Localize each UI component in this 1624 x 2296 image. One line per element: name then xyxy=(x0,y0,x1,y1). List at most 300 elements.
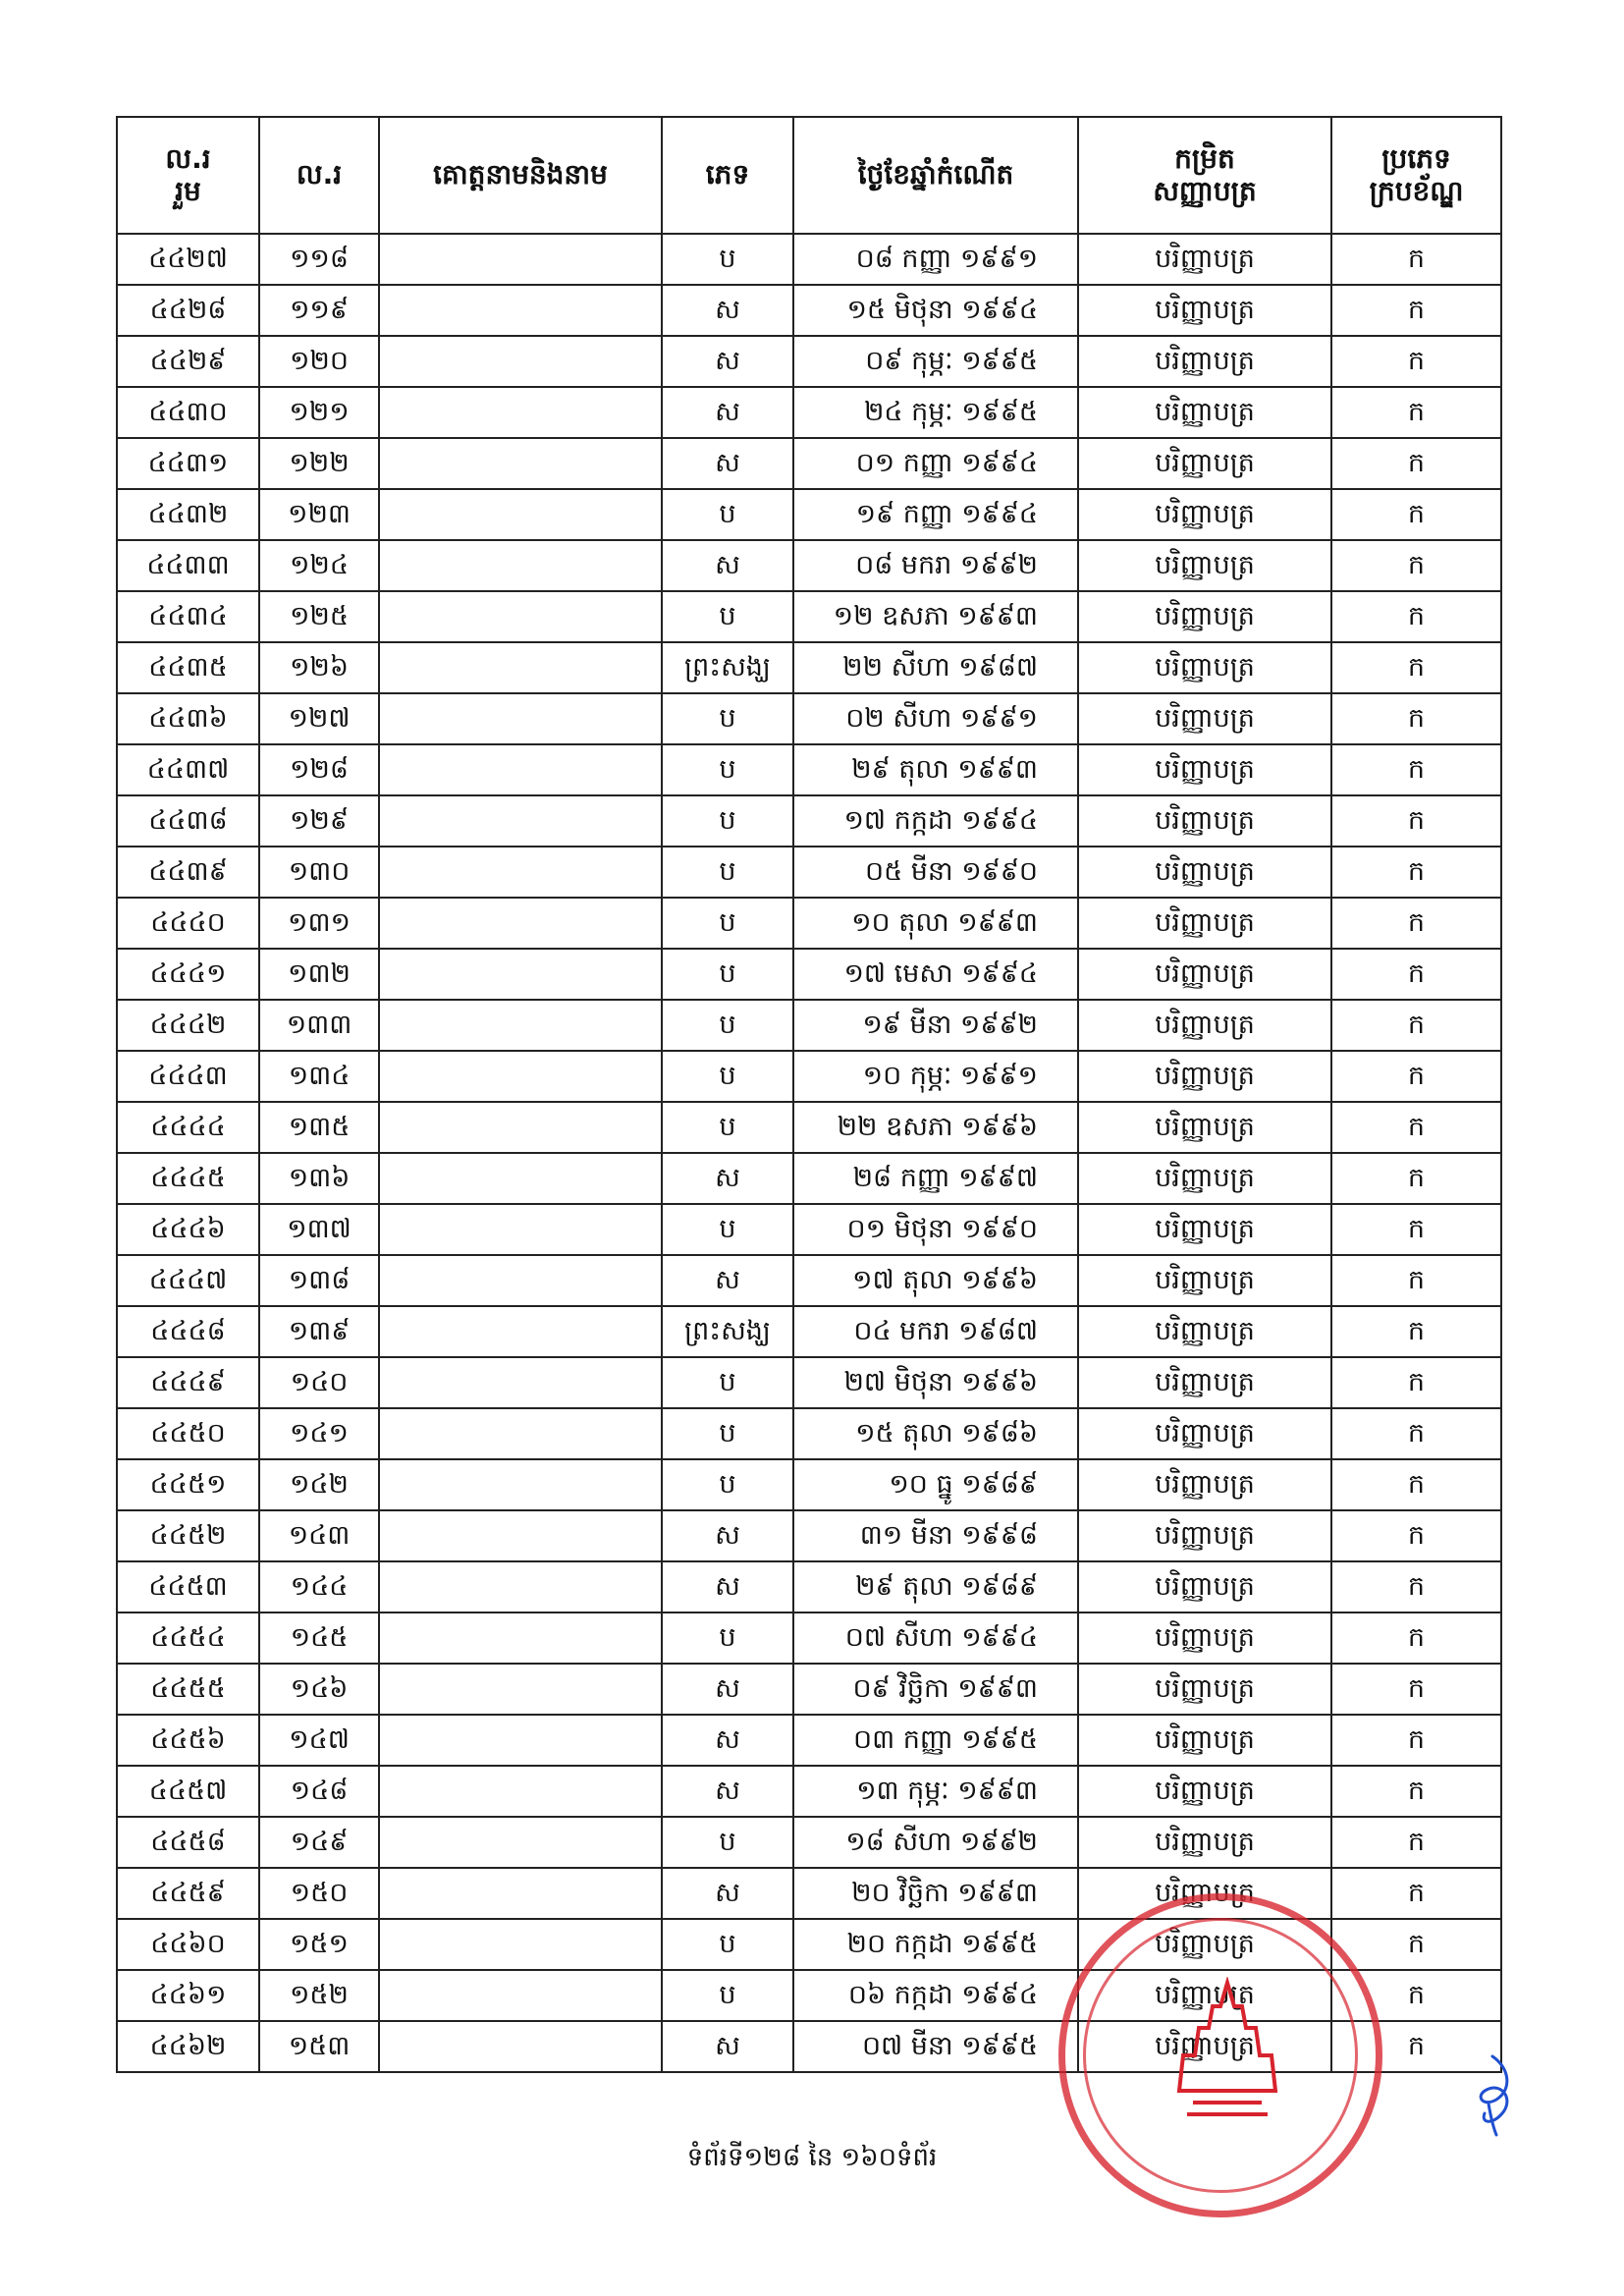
cell-no: ១២២ xyxy=(259,438,379,489)
table-row xyxy=(117,1664,1501,1715)
cell-degree: បរិញ្ញាបត្រ xyxy=(1078,1000,1331,1051)
cell-dob: ១៩ មីនា ១៩៩២ xyxy=(793,1000,1078,1051)
cell-name xyxy=(379,744,662,795)
header-dob: ថ្ងៃខែឆ្នាំកំណើត xyxy=(793,117,1078,234)
cell-no: ១៣១ xyxy=(259,898,379,949)
table-row xyxy=(117,1919,1501,1970)
cell-dob: ១៥ តុលា ១៩៨៦ xyxy=(793,1408,1078,1459)
cell-degree: បរិញ្ញាបត្រ xyxy=(1078,949,1331,1000)
cell-rank: ៤៤៣៦ xyxy=(117,693,259,744)
cell-sex: ប xyxy=(662,1459,793,1510)
cell-name xyxy=(379,1306,662,1357)
cell-name xyxy=(379,1715,662,1766)
cell-no: ១៥០ xyxy=(259,1868,379,1919)
cell-no: ១២១ xyxy=(259,387,379,438)
table-row xyxy=(117,898,1501,949)
cell-sex: ប xyxy=(662,1408,793,1459)
cell-no: ១៣៣ xyxy=(259,1000,379,1051)
cell-type: ក xyxy=(1331,898,1501,949)
cell-name xyxy=(379,591,662,642)
table-row xyxy=(117,336,1501,387)
table-row xyxy=(117,387,1501,438)
cell-rank: ៤៤៦១ xyxy=(117,1970,259,2021)
cell-sex: ប xyxy=(662,898,793,949)
cell-degree: បរិញ្ញាបត្រ xyxy=(1078,1715,1331,1766)
cell-rank: ៤៤៥១ xyxy=(117,1459,259,1510)
cell-dob: ៣១ មីនា ១៩៩៨ xyxy=(793,1510,1078,1561)
cell-name xyxy=(379,1561,662,1613)
cell-dob: ០៣ កញ្ញា ១៩៩៥ xyxy=(793,1715,1078,1766)
header-type-line2: ក្របខ័ណ្ឌ xyxy=(1369,174,1464,207)
cell-no: ១៤៤ xyxy=(259,1561,379,1613)
cell-rank: ៤៤៣៥ xyxy=(117,642,259,693)
cell-degree: បរិញ្ញាបត្រ xyxy=(1078,540,1331,591)
table-row xyxy=(117,285,1501,336)
cell-name xyxy=(379,1204,662,1255)
cell-dob: ០១ កញ្ញា ១៩៩៤ xyxy=(793,438,1078,489)
cell-dob: ២៩ តុលា ១៩៩៣ xyxy=(793,744,1078,795)
header-type-line1: ប្រភេទ xyxy=(1381,142,1451,176)
cell-dob: ២៤ កុម្ភៈ ១៩៩៥ xyxy=(793,387,1078,438)
cell-rank: ៤៤៥៧ xyxy=(117,1766,259,1817)
cell-degree: បរិញ្ញាបត្រ xyxy=(1078,1766,1331,1817)
cell-name xyxy=(379,949,662,1000)
cell-rank: ៤៤៤៩ xyxy=(117,1357,259,1408)
cell-type: ក xyxy=(1331,1000,1501,1051)
cell-rank: ៤៤៥៣ xyxy=(117,1561,259,1613)
cell-type: ក xyxy=(1331,1255,1501,1306)
cell-no: ១១៨ xyxy=(259,234,379,285)
cell-name xyxy=(379,1000,662,1051)
cell-sex: ប xyxy=(662,1204,793,1255)
cell-dob: ១០ ធ្នូ ១៩៨៩ xyxy=(793,1459,1078,1510)
cell-name xyxy=(379,1102,662,1153)
cell-type: ក xyxy=(1331,1051,1501,1102)
cell-dob: ១៧ កក្កដា ១៩៩៤ xyxy=(793,795,1078,847)
cell-degree: បរិញ្ញាបត្រ xyxy=(1078,1919,1331,1970)
cell-sex: ប xyxy=(662,693,793,744)
cell-type: ក xyxy=(1331,438,1501,489)
page-number: ទំព័រទី១២៨ នៃ ១៦០ទំព័រ xyxy=(686,2143,938,2172)
cell-rank: ៤៤៥០ xyxy=(117,1408,259,1459)
cell-dob: ០៨ មករា ១៩៩២ xyxy=(793,540,1078,591)
cell-type: ក xyxy=(1331,1459,1501,1510)
cell-rank: ៤៤២៧ xyxy=(117,234,259,285)
cell-type: ក xyxy=(1331,591,1501,642)
cell-sex: ប xyxy=(662,1613,793,1664)
cell-rank: ៤៤៦០ xyxy=(117,1919,259,1970)
table-row xyxy=(117,438,1501,489)
cell-no: ១១៩ xyxy=(259,285,379,336)
cell-type: ក xyxy=(1331,234,1501,285)
cell-rank: ៤៤៤១ xyxy=(117,949,259,1000)
cell-sex: ស xyxy=(662,1153,793,1204)
cell-sex: ស xyxy=(662,1510,793,1561)
cell-sex: ប xyxy=(662,1970,793,2021)
cell-sex: ស xyxy=(662,1715,793,1766)
cell-type: ក xyxy=(1331,1102,1501,1153)
cell-dob: ១៧ មេសា ១៩៩៤ xyxy=(793,949,1078,1000)
cell-no: ១២៧ xyxy=(259,693,379,744)
cell-type: ក xyxy=(1331,1766,1501,1817)
cell-degree: បរិញ្ញាបត្រ xyxy=(1078,1970,1331,2021)
cell-degree: បរិញ្ញាបត្រ xyxy=(1078,847,1331,898)
cell-sex: ស xyxy=(662,285,793,336)
cell-name xyxy=(379,1459,662,1510)
cell-name xyxy=(379,1051,662,1102)
cell-type: ក xyxy=(1331,744,1501,795)
cell-sex: ស xyxy=(662,1561,793,1613)
table-row xyxy=(117,1204,1501,1255)
cell-no: ១៤៩ xyxy=(259,1817,379,1868)
name-list-table xyxy=(116,116,1502,2073)
cell-name xyxy=(379,1868,662,1919)
cell-name xyxy=(379,540,662,591)
table-row xyxy=(117,1153,1501,1204)
cell-sex: ប xyxy=(662,1357,793,1408)
cell-rank: ៤៤៤២ xyxy=(117,1000,259,1051)
cell-degree: បរិញ្ញាបត្រ xyxy=(1078,795,1331,847)
cell-no: ១៤៥ xyxy=(259,1613,379,1664)
cell-no: ១៣៨ xyxy=(259,1255,379,1306)
cell-sex: ប xyxy=(662,744,793,795)
cell-degree: បរិញ្ញាបត្រ xyxy=(1078,1102,1331,1153)
cell-rank: ៤៤៤៨ xyxy=(117,1306,259,1357)
cell-type: ក xyxy=(1331,1153,1501,1204)
cell-degree: បរិញ្ញាបត្រ xyxy=(1078,1255,1331,1306)
cell-dob: ២២ សីហា ១៩៨៧ xyxy=(793,642,1078,693)
cell-rank: ៤៤៥៨ xyxy=(117,1817,259,1868)
cell-no: ១២៣ xyxy=(259,489,379,540)
cell-name xyxy=(379,1408,662,1459)
cell-degree: បរិញ្ញាបត្រ xyxy=(1078,1306,1331,1357)
table-row xyxy=(117,1510,1501,1561)
cell-rank: ៤៤៥៦ xyxy=(117,1715,259,1766)
header-rank-line1: ល.រ xyxy=(165,142,211,176)
cell-degree: បរិញ្ញាបត្រ xyxy=(1078,1664,1331,1715)
cell-name xyxy=(379,336,662,387)
cell-dob: ០៧ សីហា ១៩៩៤ xyxy=(793,1613,1078,1664)
cell-degree: បរិញ្ញាបត្រ xyxy=(1078,438,1331,489)
table-row xyxy=(117,2021,1501,2072)
cell-sex: ព្រះសង្ឃ xyxy=(662,1306,793,1357)
cell-sex: ស xyxy=(662,1868,793,1919)
table-row xyxy=(117,591,1501,642)
cell-dob: ២៩ តុលា ១៩៨៩ xyxy=(793,1561,1078,1613)
table-row xyxy=(117,489,1501,540)
cell-rank: ៤៤៤៣ xyxy=(117,1051,259,1102)
cell-dob: ១៧ តុលា ១៩៩៦ xyxy=(793,1255,1078,1306)
cell-no: ១៤២ xyxy=(259,1459,379,1510)
cell-sex: ប xyxy=(662,1919,793,1970)
table-row xyxy=(117,1868,1501,1919)
cell-rank: ៤៤៥៥ xyxy=(117,1664,259,1715)
cell-degree: បរិញ្ញាបត្រ xyxy=(1078,1817,1331,1868)
cell-dob: ១៩ កញ្ញា ១៩៩៤ xyxy=(793,489,1078,540)
cell-degree: បរិញ្ញាបត្រ xyxy=(1078,1510,1331,1561)
cell-name xyxy=(379,1613,662,1664)
cell-rank: ៤៤៣២ xyxy=(117,489,259,540)
cell-degree: បរិញ្ញាបត្រ xyxy=(1078,693,1331,744)
cell-sex: ស xyxy=(662,1766,793,1817)
cell-degree: បរិញ្ញាបត្រ xyxy=(1078,591,1331,642)
table-row xyxy=(117,1051,1501,1102)
cell-degree: បរិញ្ញាបត្រ xyxy=(1078,1357,1331,1408)
cell-no: ១២៦ xyxy=(259,642,379,693)
cell-degree: បរិញ្ញាបត្រ xyxy=(1078,744,1331,795)
cell-sex: ប xyxy=(662,1102,793,1153)
cell-rank: ៤៤៥៩ xyxy=(117,1868,259,1919)
table-row xyxy=(117,847,1501,898)
cell-sex: ប xyxy=(662,949,793,1000)
cell-name xyxy=(379,1153,662,1204)
cell-no: ១៥២ xyxy=(259,1970,379,2021)
table-body xyxy=(117,234,1501,2072)
cell-rank: ៤៤៤៧ xyxy=(117,1255,259,1306)
cell-dob: ០២ សីហា ១៩៩១ xyxy=(793,693,1078,744)
cell-no: ១៣៦ xyxy=(259,1153,379,1204)
cell-rank: ៤៤៤៦ xyxy=(117,1204,259,1255)
cell-rank: ៤៤៣៣ xyxy=(117,540,259,591)
cell-sex: ស xyxy=(662,387,793,438)
cell-name xyxy=(379,1919,662,1970)
cell-type: ក xyxy=(1331,795,1501,847)
cell-rank: ៤៤៤០ xyxy=(117,898,259,949)
cell-degree: បរិញ្ញាបត្រ xyxy=(1078,1051,1331,1102)
cell-degree: បរិញ្ញាបត្រ xyxy=(1078,234,1331,285)
cell-sex: ស xyxy=(662,1255,793,1306)
cell-name xyxy=(379,1357,662,1408)
cell-type: ក xyxy=(1331,540,1501,591)
cell-dob: ១៨ សីហា ១៩៩២ xyxy=(793,1817,1078,1868)
header-degree xyxy=(1078,117,1331,234)
cell-type: ក xyxy=(1331,1868,1501,1919)
cell-name xyxy=(379,693,662,744)
cell-name xyxy=(379,795,662,847)
cell-dob: ១០ តុលា ១៩៩៣ xyxy=(793,898,1078,949)
cell-type: ក xyxy=(1331,387,1501,438)
table-row xyxy=(117,1255,1501,1306)
cell-degree: បរិញ្ញាបត្រ xyxy=(1078,1204,1331,1255)
table-header-row xyxy=(117,117,1501,234)
cell-no: ១២០ xyxy=(259,336,379,387)
table-row xyxy=(117,1102,1501,1153)
cell-sex: ស xyxy=(662,2021,793,2072)
cell-dob: ០៥ មីនា ១៩៩០ xyxy=(793,847,1078,898)
cell-rank: ៤៤៤៤ xyxy=(117,1102,259,1153)
cell-name xyxy=(379,847,662,898)
cell-type: ក xyxy=(1331,1561,1501,1613)
cell-name xyxy=(379,387,662,438)
cell-degree: បរិញ្ញាបត្រ xyxy=(1078,898,1331,949)
cell-no: ១៣៤ xyxy=(259,1051,379,1102)
table-row xyxy=(117,1459,1501,1510)
cell-type: ក xyxy=(1331,642,1501,693)
cell-rank: ៤៤៥៤ xyxy=(117,1613,259,1664)
cell-type: ក xyxy=(1331,1204,1501,1255)
cell-name xyxy=(379,642,662,693)
cell-rank: ៤៤៥២ xyxy=(117,1510,259,1561)
cell-no: ១២៤ xyxy=(259,540,379,591)
table-row xyxy=(117,693,1501,744)
cell-type: ក xyxy=(1331,693,1501,744)
header-rank xyxy=(117,117,259,234)
cell-rank: ៤៤៣៤ xyxy=(117,591,259,642)
cell-name xyxy=(379,1970,662,2021)
cell-no: ១២៩ xyxy=(259,795,379,847)
cell-degree: បរិញ្ញាបត្រ xyxy=(1078,1153,1331,1204)
table-row xyxy=(117,795,1501,847)
cell-no: ១៤៦ xyxy=(259,1664,379,1715)
table-row xyxy=(117,234,1501,285)
cell-name xyxy=(379,489,662,540)
cell-type: ក xyxy=(1331,1357,1501,1408)
cell-no: ១៣០ xyxy=(259,847,379,898)
header-sex: ភេទ xyxy=(662,117,793,234)
cell-dob: ២២ ឧសភា ១៩៩៦ xyxy=(793,1102,1078,1153)
cell-rank: ៤៤៣៩ xyxy=(117,847,259,898)
cell-dob: ២៧ មិថុនា ១៩៩៦ xyxy=(793,1357,1078,1408)
cell-name xyxy=(379,898,662,949)
cell-degree: បរិញ្ញាបត្រ xyxy=(1078,489,1331,540)
cell-type: ក xyxy=(1331,1970,1501,2021)
cell-type: ក xyxy=(1331,1613,1501,1664)
cell-type: ក xyxy=(1331,489,1501,540)
table-row xyxy=(117,1000,1501,1051)
table-row xyxy=(117,1766,1501,1817)
cell-type: ក xyxy=(1331,1715,1501,1766)
cell-no: ១៤១ xyxy=(259,1408,379,1459)
header-name: គោត្តនាមនិងនាម xyxy=(379,117,662,234)
cell-name xyxy=(379,1664,662,1715)
cell-degree: បរិញ្ញាបត្រ xyxy=(1078,1561,1331,1613)
cell-type: ក xyxy=(1331,1919,1501,1970)
table-row xyxy=(117,949,1501,1000)
cell-name xyxy=(379,1510,662,1561)
cell-sex: ប xyxy=(662,591,793,642)
cell-sex: ប xyxy=(662,234,793,285)
cell-dob: ២០ វិច្ឆិកា ១៩៩៣ xyxy=(793,1868,1078,1919)
cell-type: ក xyxy=(1331,1817,1501,1868)
cell-degree: បរិញ្ញាបត្រ xyxy=(1078,336,1331,387)
cell-name xyxy=(379,2021,662,2072)
cell-sex: ប xyxy=(662,847,793,898)
cell-dob: ០៦ កក្កដា ១៩៩៤ xyxy=(793,1970,1078,2021)
cell-no: ១៣៥ xyxy=(259,1102,379,1153)
cell-name xyxy=(379,1766,662,1817)
table-row xyxy=(117,744,1501,795)
header-no: ល.រ xyxy=(259,117,379,234)
cell-sex: ស xyxy=(662,438,793,489)
cell-rank: ៤៤៤៥ xyxy=(117,1153,259,1204)
table-row xyxy=(117,1970,1501,2021)
cell-no: ១៤៨ xyxy=(259,1766,379,1817)
cell-dob: ០១ មិថុនា ១៩៩០ xyxy=(793,1204,1078,1255)
cell-name xyxy=(379,234,662,285)
cell-sex: ស xyxy=(662,1664,793,1715)
cell-degree: បរិញ្ញាបត្រ xyxy=(1078,387,1331,438)
cell-dob: ០៤ មករា ១៩៨៧ xyxy=(793,1306,1078,1357)
table-row xyxy=(117,1817,1501,1868)
cell-no: ១៤០ xyxy=(259,1357,379,1408)
cell-no: ១៤៣ xyxy=(259,1510,379,1561)
cell-sex: ព្រះសង្ឃ xyxy=(662,642,793,693)
cell-rank: ៤៤២៨ xyxy=(117,285,259,336)
cell-type: ក xyxy=(1331,1306,1501,1357)
cell-degree: បរិញ្ញាបត្រ xyxy=(1078,1459,1331,1510)
cell-dob: ១៥ មិថុនា ១៩៩៤ xyxy=(793,285,1078,336)
cell-dob: ០៩ វិច្ឆិកា ១៩៩៣ xyxy=(793,1664,1078,1715)
cell-degree: បរិញ្ញាបត្រ xyxy=(1078,642,1331,693)
cell-degree: បរិញ្ញាបត្រ xyxy=(1078,285,1331,336)
cell-dob: ០៧ មីនា ១៩៩៥ xyxy=(793,2021,1078,2072)
cell-rank: ៤៤៦២ xyxy=(117,2021,259,2072)
cell-type: ក xyxy=(1331,949,1501,1000)
header-type xyxy=(1331,117,1501,234)
table-row xyxy=(117,642,1501,693)
header-degree-line2: សញ្ញាបត្រ xyxy=(1153,174,1257,207)
signature xyxy=(1463,2050,1522,2139)
cell-no: ១៣៧ xyxy=(259,1204,379,1255)
cell-dob: ២៨ កញ្ញា ១៩៩៧ xyxy=(793,1153,1078,1204)
cell-degree: បរិញ្ញាបត្រ xyxy=(1078,1408,1331,1459)
cell-no: ១២៥ xyxy=(259,591,379,642)
table-row xyxy=(117,1306,1501,1357)
cell-type: ក xyxy=(1331,285,1501,336)
cell-sex: ស xyxy=(662,540,793,591)
cell-dob: ១៣ កុម្ភៈ ១៩៩៣ xyxy=(793,1766,1078,1817)
cell-no: ១២៨ xyxy=(259,744,379,795)
cell-dob: ០៨ កញ្ញា ១៩៩១ xyxy=(793,234,1078,285)
cell-name xyxy=(379,1817,662,1868)
cell-sex: ប xyxy=(662,489,793,540)
cell-rank: ៤៤៣១ xyxy=(117,438,259,489)
cell-rank: ៤៤៣៨ xyxy=(117,795,259,847)
cell-name xyxy=(379,438,662,489)
cell-name xyxy=(379,1255,662,1306)
cell-rank: ៤៤២៩ xyxy=(117,336,259,387)
table-row xyxy=(117,540,1501,591)
cell-type: ក xyxy=(1331,1408,1501,1459)
table-row xyxy=(117,1561,1501,1613)
cell-type: ក xyxy=(1331,1664,1501,1715)
table-row xyxy=(117,1715,1501,1766)
cell-no: ១៥៣ xyxy=(259,2021,379,2072)
table-row xyxy=(117,1408,1501,1459)
cell-name xyxy=(379,285,662,336)
cell-rank: ៤៤៣០ xyxy=(117,387,259,438)
table-row xyxy=(117,1357,1501,1408)
cell-sex: ស xyxy=(662,336,793,387)
cell-type: ក xyxy=(1331,336,1501,387)
cell-dob: ១២ ឧសភា ១៩៩៣ xyxy=(793,591,1078,642)
cell-type: ក xyxy=(1331,847,1501,898)
cell-degree: បរិញ្ញាបត្រ xyxy=(1078,2021,1331,2072)
cell-degree: បរិញ្ញាបត្រ xyxy=(1078,1868,1331,1919)
table-row xyxy=(117,1613,1501,1664)
cell-type: ក xyxy=(1331,1510,1501,1561)
cell-dob: ១០ កុម្ភៈ ១៩៩១ xyxy=(793,1051,1078,1102)
cell-type: ក xyxy=(1331,2021,1501,2072)
cell-no: ១៥១ xyxy=(259,1919,379,1970)
cell-dob: ០៩ កុម្ភៈ ១៩៩៥ xyxy=(793,336,1078,387)
cell-no: ១៤៧ xyxy=(259,1715,379,1766)
cell-sex: ប xyxy=(662,1000,793,1051)
cell-dob: ២០ កក្កដា ១៩៩៥ xyxy=(793,1919,1078,1970)
cell-sex: ប xyxy=(662,1817,793,1868)
cell-rank: ៤៤៣៧ xyxy=(117,744,259,795)
cell-no: ១៣២ xyxy=(259,949,379,1000)
